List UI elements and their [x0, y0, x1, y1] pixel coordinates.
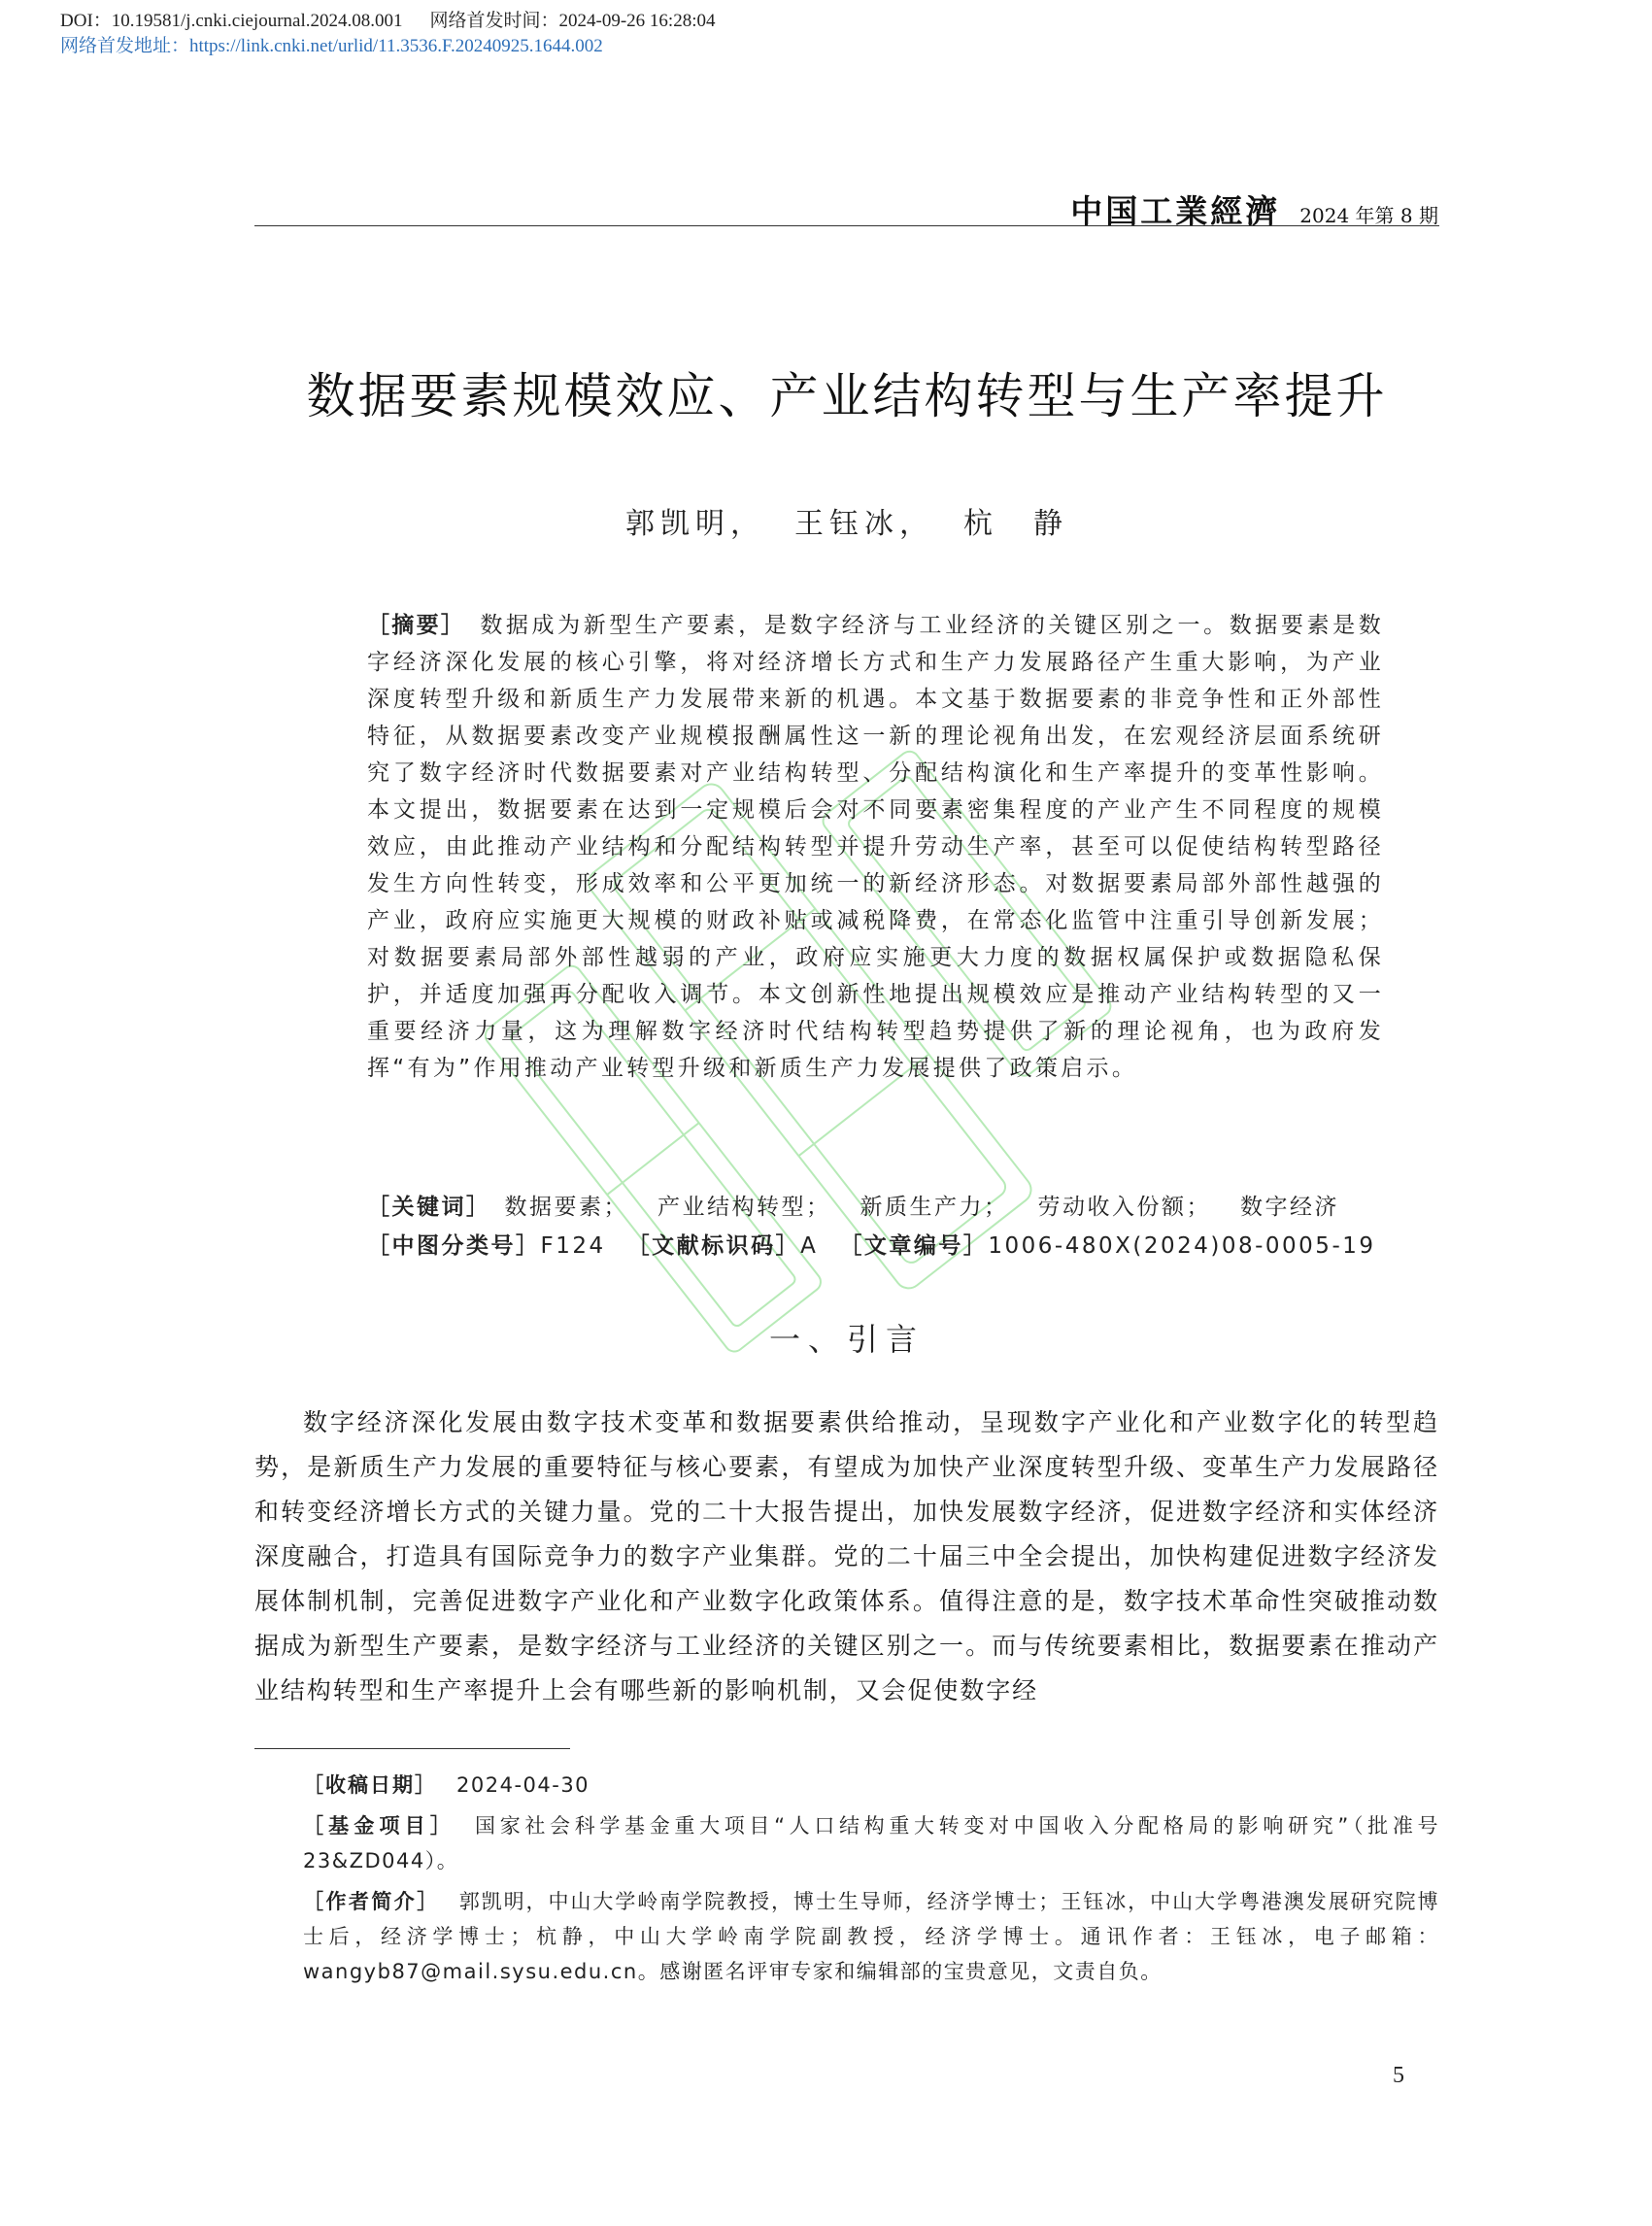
author-2: 王钰冰， [794, 507, 934, 541]
doc-code-label: ［文献标识码］ [626, 1233, 801, 1259]
abstract-text: 数据成为新型生产要素，是数字经济与工业经济的关键区别之一。数据要素是数字经济深化发展的核心引擎，将对经济增长方式和生产力发展路径产生重大影响，为产业深度转型升级和新质生产力发展带来新的机遇。本文基于数据要素的非竞争性和正外部性特征，从数据要素改变产业规模报酬属性这一新的理论视角出发，在宏观经济层面系统研究了数字经济时代数据要素对产业结构转型、分配结构演化和生产率提升的变革性影响。本文提出，数据要素在达到一定规模后会对不同要素密集程度的产业产生不同程度的规模效应，由此推动产业结构和分配结构转型并提升劳动生产率，甚至可以促使结构转型路径发生方向性转变，形成效率和公平更加统一的新经济形态。对数据要素局部外部性越强的产业，政府应实施更大规模的财政补贴或减税降费，在常态化监管中注重引导创新发展；对数据要素局部外部性越弱的产业，政府应实施更大力度的数据权属保护或数据隐私保护，并适度加强再分配收入调节。本文创新性地提出规模效应是推动产业结构转型的又一重要经济力量，这为理解数字经济时代结构转型趋势提供了新的理论视角，也为政府发挥“有为”作用推动产业转型升级和新质生产力发展提供了政策启示。 [367, 613, 1385, 1081]
journal-issue: 2024 年第 8 期 [1299, 204, 1438, 227]
page-number: 5 [1393, 2063, 1404, 2088]
article-number-value: 1006-480X(2024)08-0005-19 [988, 1233, 1376, 1259]
footnote-label: ［收稿日期］ [303, 1773, 437, 1797]
keyword-item: 数据要素； [504, 1195, 628, 1220]
footnote-label: ［基金项目］ [303, 1814, 456, 1838]
abstract [313, 607, 1384, 1087]
keywords [367, 1189, 1339, 1221]
journal-name: 中国工業經濟 [1070, 192, 1281, 230]
author-3: 杭 静 [963, 507, 1068, 541]
footnote-label: ［作者简介］ [303, 1890, 440, 1913]
clc-label: ［中图分类号］ [367, 1233, 541, 1259]
footnote-text: 2024-04-30 [456, 1773, 590, 1797]
keyword-item: 数字经济 [1240, 1195, 1339, 1220]
doc-code-value: A [800, 1233, 819, 1259]
author-1: 郭凯明， [625, 507, 765, 541]
body-paragraph: 数字经济深化发展由数字技术变革和数据要素供给推动，呈现数字产业化和产业数字化的转型趋势，是新质生产力发展的重要特征与核心要素，有望成为加快产业深度转型升级、变革生产力发展路径和转变经济增长方式的关键力量。党的二十大报告提出，加快发展数字经济，促进数字经济和实体经济深度融合，打造具有国际竞争力的数字产业集群。党的二十届三中全会提出，加快构建促进数字经济发展体制机制，完善促进数字产业化和产业数字化政策体系。值得注意的是，数字技术革命性突破推动数据成为新型生产要素，是数字经济与工业经济的关键区别之一。而与传统要素相比，数据要素在推动产业结构转型和生产率提升上会有哪些新的影响机制，又会促使数字经 [254, 1408, 1439, 1704]
keyword-item: 产业结构转型； [657, 1195, 831, 1220]
clc-value: F124 [540, 1233, 606, 1259]
header-divider [254, 225, 1439, 226]
footnote-text: 郭凯明，中山大学岭南学院教授，博士生导师，经济学博士；王钰冰，中山大学粤港澳发展研究院博士后，经济学博士；杭静，中山大学岭南学院副教授，经济学博士。通讯作者：王钰冰，电子邮箱：wangyb87@mail.sysu.edu.cn。感谢匿名评审专家和编辑部的宝贵意见，文责自负。 [303, 1890, 1440, 1983]
footnotes [254, 1768, 1439, 1995]
online-time: 网络首发时间：2024-09-26 16:28:04 [429, 11, 716, 31]
article-title: 数据要素规模效应、产业结构转型与生产率提升 [306, 368, 1388, 424]
doi-line [60, 6, 715, 32]
online-url-link[interactable]: 网络首发地址：https://link.cnki.net/urlid/11.3536.F.20240925.1644.002 [60, 36, 603, 56]
article-number-label: ［文章编号］ [839, 1233, 989, 1259]
footnote-received [254, 1768, 1439, 1803]
footnote-text: 国家社会科学基金重大项目“人口结构重大转变对中国收入分配格局的影响研究”（批准号23&ZD044）。 [303, 1814, 1439, 1872]
footnote-funding [254, 1808, 1439, 1878]
classification-line [367, 1228, 1398, 1260]
section-heading: 一、引言 [768, 1321, 925, 1358]
keywords-label: ［关键词］ [367, 1195, 480, 1220]
keyword-item: 劳动收入份额； [1037, 1195, 1211, 1220]
abstract-label: ［摘要］ [367, 613, 455, 638]
author-list [254, 499, 1439, 542]
doi-label: DOI：10.19581/j.cnki.ciejournal.2024.08.001 [60, 11, 403, 31]
footnote-authors [254, 1884, 1439, 1989]
keyword-item: 新质生产力； [860, 1195, 1009, 1220]
footnote-divider [254, 1748, 570, 1749]
